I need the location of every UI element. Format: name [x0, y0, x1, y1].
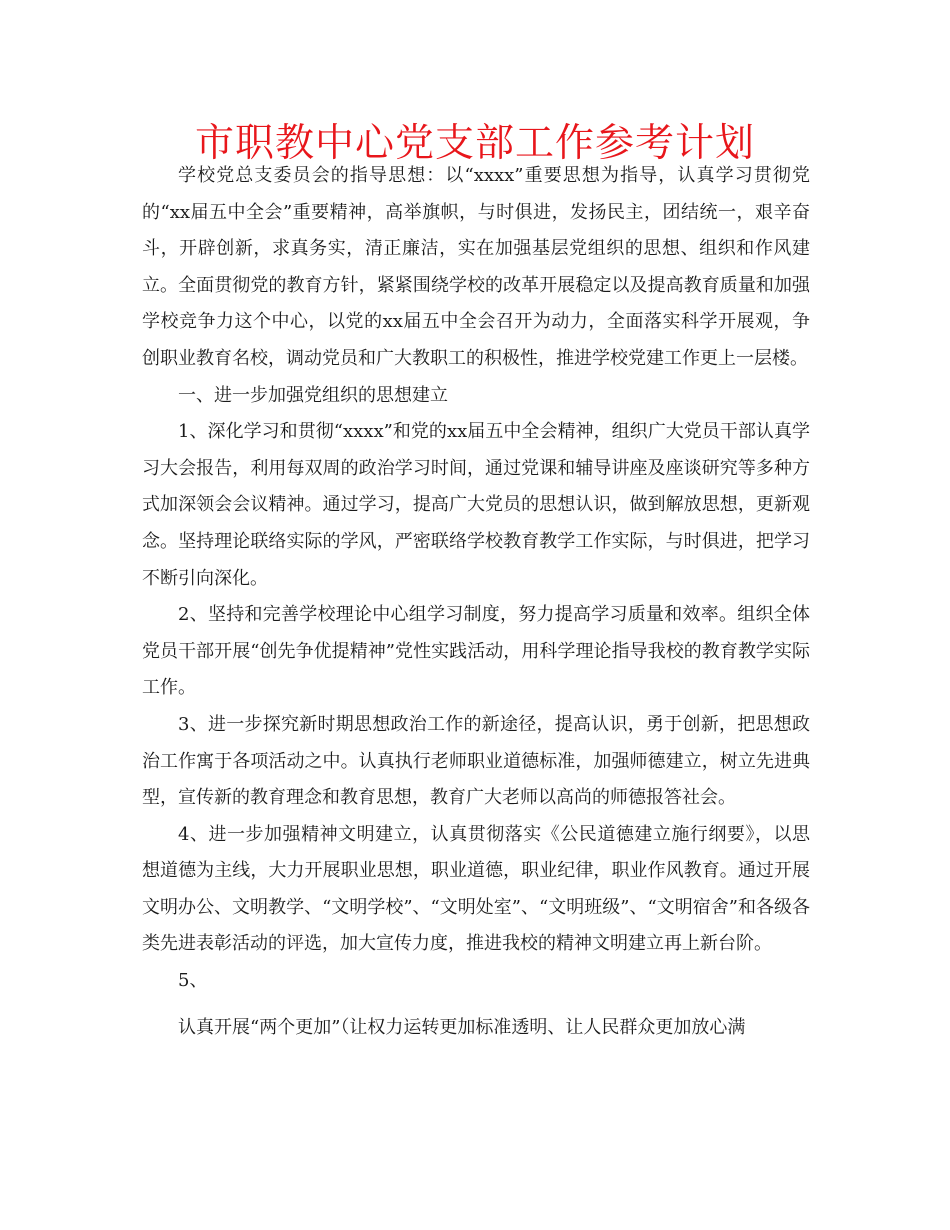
paragraph-item-5-number: 5、 [178, 970, 208, 992]
section-heading-1: 一、进一步加强党组织的思想建立 [178, 384, 448, 406]
paragraph-item-4: 4、进一步加强精神文明建立，认真贯彻落实《公民道德建立施行纲要》，以思想道德为主线，大力开展职业思想，职业道德，职业纪律，职业作风教育。通过开展文明办公、文明教学、“文明学校”、“文明处室”、“文明班级”、“文明宿舍”和各级各类先进表彰活动的评选，加大宣传力度，推进我校的精神文明建立再上新台阶。 [142, 823, 810, 955]
document-title: 市职教中心党支部工作参考计划 [194, 121, 755, 166]
paragraph-item-5-text: 认真开展“两个更加”（让权力运转更加标准透明、让人民群众更加放心满 [178, 1016, 746, 1038]
paragraph-item-2: 2、坚持和完善学校理论中心组学习制度，努力提高学习质量和效率。组织全体党员干部开展“创先争优提精神”党性实践活动，用科学理论指导我校的教育教学实际工作。 [142, 604, 810, 699]
paragraph-guiding-ideology: 学校党总支委员会的指导思想：以“xxxx”重要思想为指导，认真学习贯彻党的“xx届五中全会”重要精神，高举旗帜，与时俱进，发扬民主，团结统一，艰辛奋斗，开辟创新，求真务实，清正廉洁，实在加强基层党组织的思想、组织和作风建立。全面贯彻党的教育方针，紧紧围绕学校的改革开展稳定以及提高教育质量和加强学校竞争力这个中心，以党的xx届五中全会召开为动力，全面落实科学开展观，争创职业教育名校，调动党员和广大教职工的积极性，推进学校党建工作更上一层楼。 [142, 165, 810, 369]
document-body [142, 158, 810, 1046]
paragraph-item-1: 1、深化学习和贯彻“xxxx”和党的xx届五中全会精神，组织广大党员干部认真学习大会报告，利用每双周的政治学习时间，通过党课和辅导讲座及座谈研究等多种方式加深领会会议精神。通过学习，提高广大党员的思想认识，做到解放思想，更新观念。坚持理论联络实际的学风，严密联络学校教育教学工作实际，与时俱进，把学习不断引向深化。 [142, 421, 810, 589]
paragraph-item-3: 3、进一步探究新时期思想政治工作的新途径，提高认识，勇于创新，把思想政治工作寓于各项活动之中。认真执行老师职业道德标准，加强师德建立，树立先进典型，宣传新的教育理念和教育思想，教育广大老师以高尚的师德报答社会。 [142, 713, 810, 809]
